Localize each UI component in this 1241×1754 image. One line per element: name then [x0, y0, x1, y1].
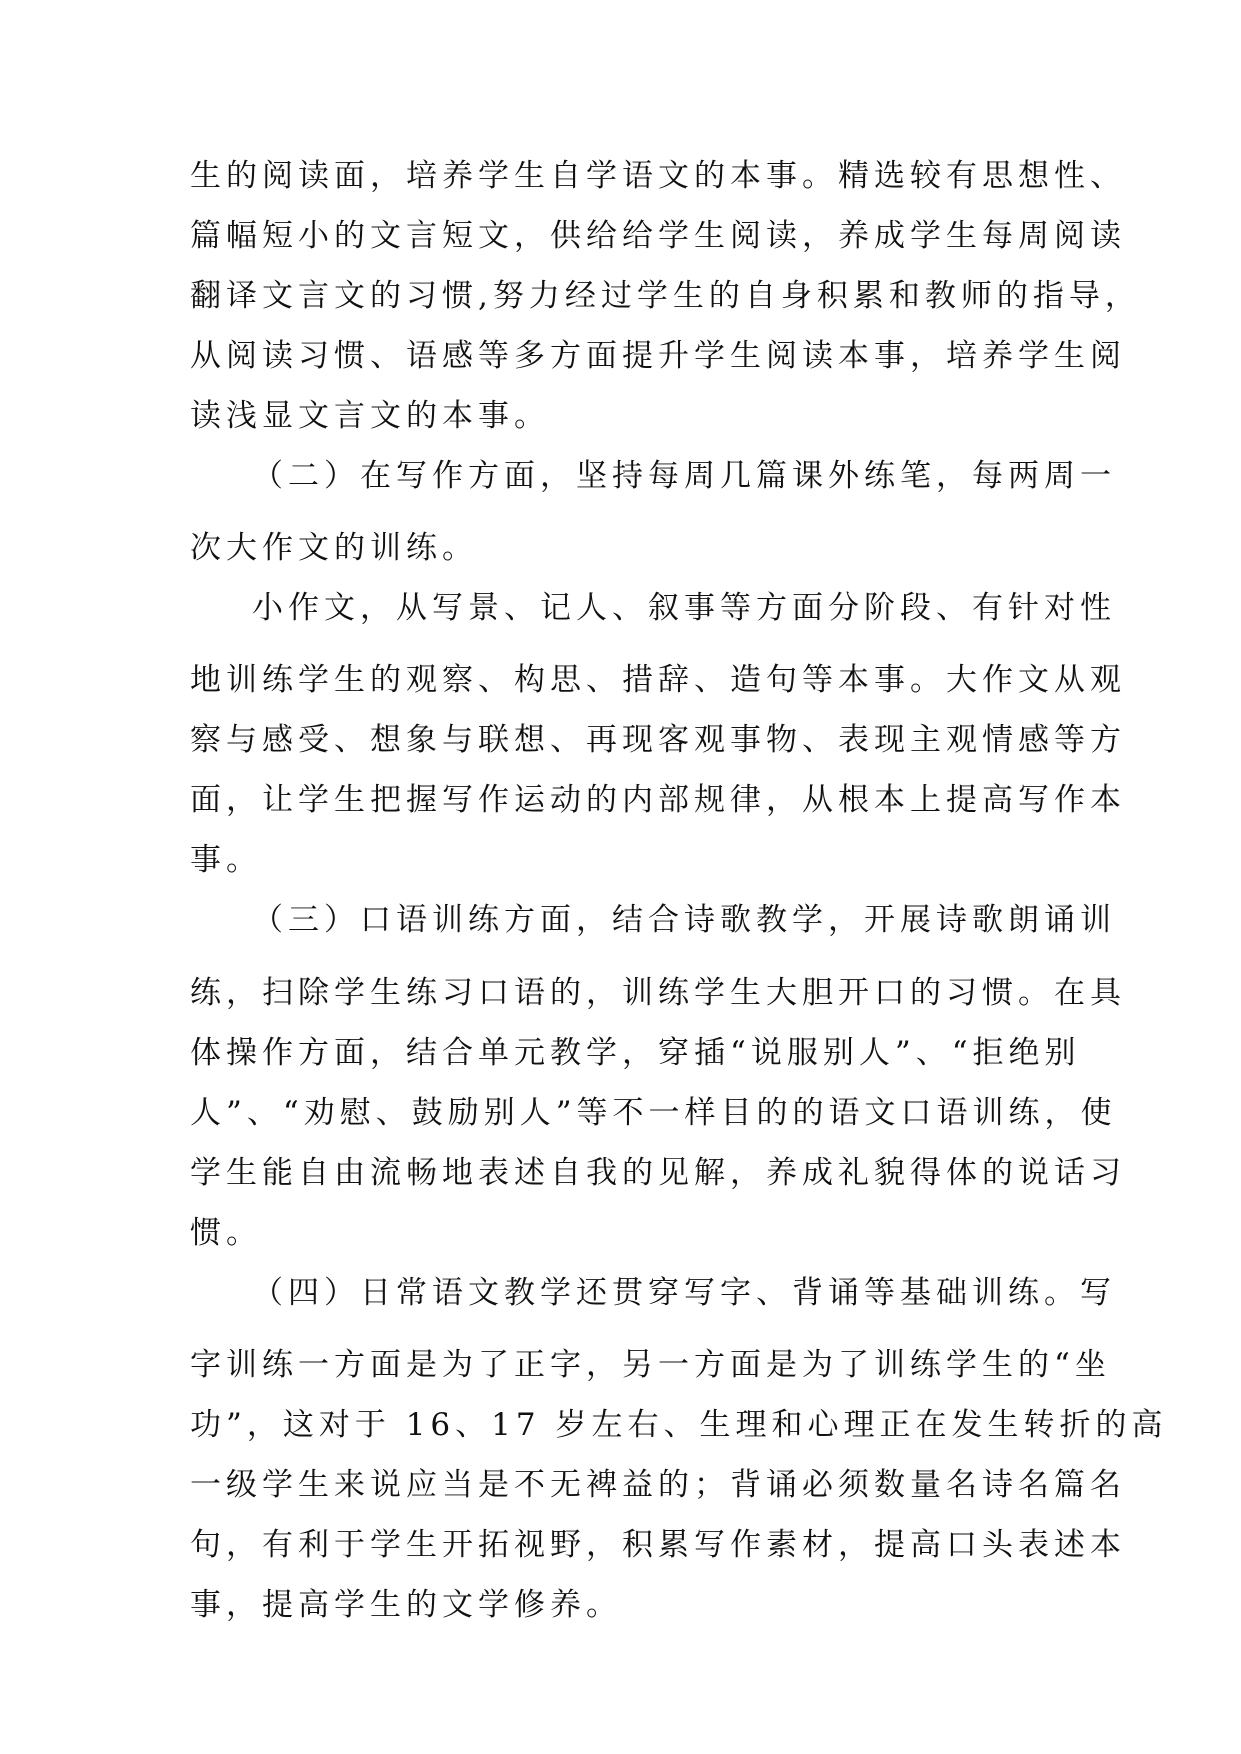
- text-line: 篇幅短小的文言短文，供给给学生阅读，养成学生每周阅读: [190, 218, 1126, 254]
- text-line: 一级学生来说应当是不无裨益的；背诵必须数量名诗名篇名: [190, 1467, 1126, 1503]
- text-line: 读浅显文言文的本事。: [190, 398, 550, 434]
- text-line: 功”，这对于 16、17 岁左右、生理和心理正在发生转折的高: [190, 1407, 1168, 1443]
- paragraph-start: 小作文，从写景、记人、叙事等方面分阶段、有针对性: [252, 590, 1116, 626]
- text-line: 从阅读习惯、语感等多方面提升学生阅读本事，培养学生阅: [190, 338, 1126, 374]
- section-heading-3: （三）口语训练方面，结合诗歌教学，开展诗歌朗诵训: [252, 902, 1116, 938]
- text-line: 事，提高学生的文学修养。: [190, 1587, 622, 1623]
- text-line: 生的阅读面，培养学生自学语文的本事。精选较有思想性、: [190, 158, 1126, 194]
- text-line: 字训练一方面是为了正字，另一方面是为了训练学生的“坐: [190, 1347, 1111, 1383]
- text-line: 察与感受、想象与联想、再现客观事物、表现主观情感等方: [190, 722, 1126, 758]
- text-line: 次大作文的训练。: [190, 530, 478, 566]
- text-line: 句，有利于学生开拓视野，积累写作素材，提高口头表述本: [190, 1527, 1126, 1563]
- text-line: 地训练学生的观察、构思、措辞、造句等本事。大作文从观: [190, 662, 1126, 698]
- section-heading-4: （四）日常语文教学还贯穿写字、背诵等基础训练。写: [252, 1275, 1116, 1311]
- text-line: 练，扫除学生练习口语的，训练学生大胆开口的习惯。在具: [190, 975, 1126, 1011]
- section-heading-2: （二）在写作方面，坚持每周几篇课外练笔，每两周一: [252, 458, 1116, 494]
- text-line: 体操作方面，结合单元教学，穿插“说服别人”、“拒绝别: [190, 1035, 1081, 1071]
- text-line: 人”、“劝慰、鼓励别人”等不一样目的的语文口语训练，使: [190, 1095, 1117, 1131]
- text-line: 学生能自由流畅地表述自我的见解，养成礼貌得体的说话习: [190, 1155, 1126, 1191]
- text-line: 面，让学生把握写作运动的内部规律，从根本上提高写作本: [190, 782, 1126, 818]
- text-line: 翻译文言文的习惯,努力经过学生的自身积累和教师的指导，: [190, 278, 1141, 314]
- text-line: 惯。: [190, 1215, 262, 1251]
- text-line: 事。: [190, 842, 262, 878]
